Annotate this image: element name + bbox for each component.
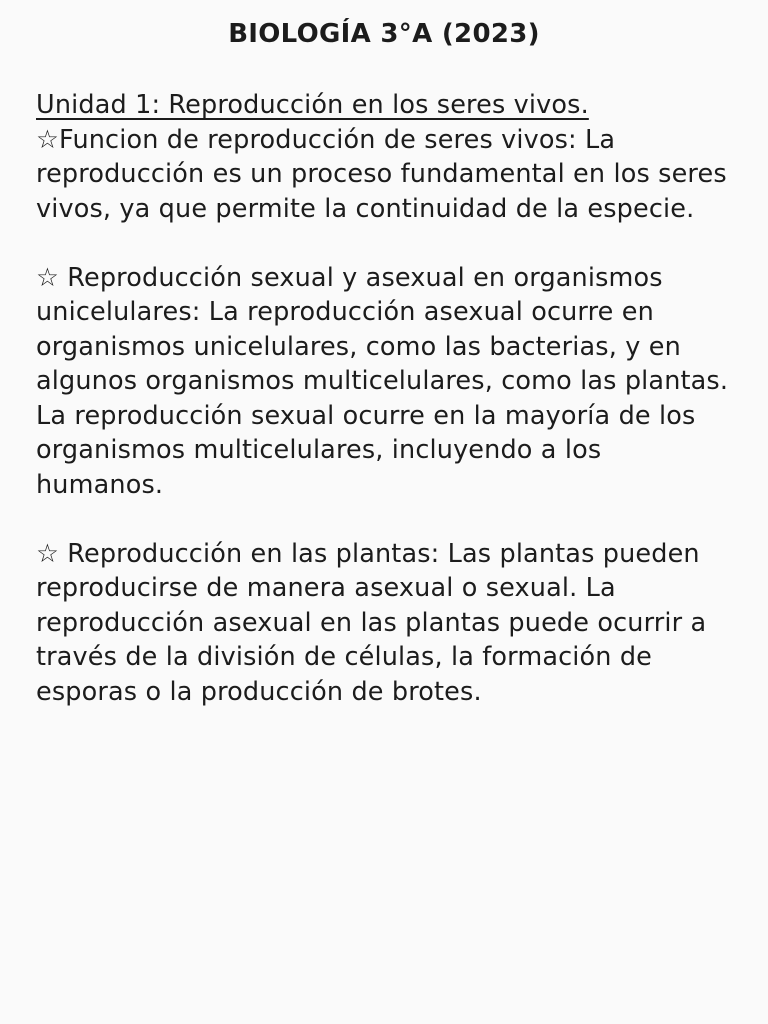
section-reproduction-function [36,123,736,227]
section-sexual-asexual [36,261,736,503]
section-text: Reproducción sexual y asexual en organismos unicelulares: La reproducción asexual ocurre en organismos unicelulares, como las bacterias, y en algunos organismos multicelulares, como las plantas. La reproducción sexual ocurre en la mayoría de los organismos multicelulares, incluyendo a los humanos. [36,262,729,500]
section-text: Reproducción en las plantas: Las plantas pueden reproducirse de manera asexual o sexual. La reproducción asexual en las plantas puede ocurrir a través de la división de células, la formación de esporas o la producción de brotes. [36,538,707,707]
star-icon: ☆ [36,262,60,293]
section-text: Funcion de reproducción de seres vivos: La reproducción es un proceso fundamental en los seres vivos, ya que permite la continuidad de la especie. [36,124,727,224]
document-body [36,88,736,709]
unit-heading: Unidad 1: Reproducción en los seres vivos. [36,90,589,120]
star-icon: ☆ [36,124,60,155]
page-title: BIOLOGÍA 3°A (2023) [228,19,540,49]
star-icon: ☆ [36,538,60,569]
section-plant-reproduction [36,537,736,710]
